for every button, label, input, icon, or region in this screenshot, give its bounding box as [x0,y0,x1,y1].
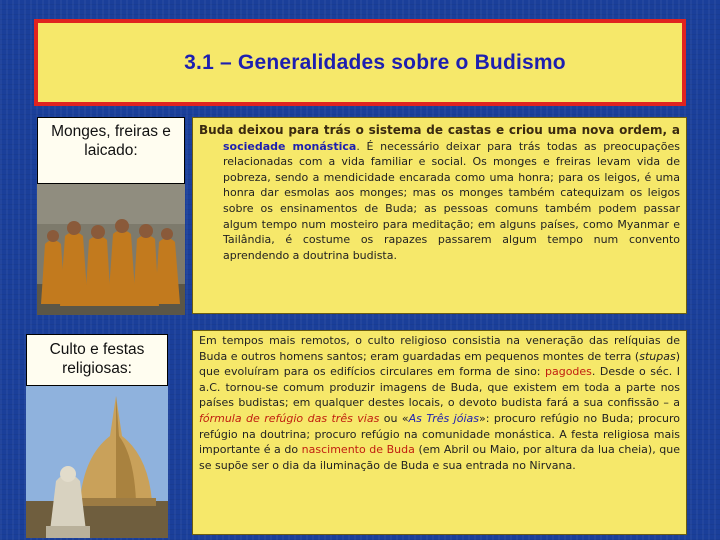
monks-photo [37,184,185,315]
intro-text: Buda deixou para trás o sistema de castas e criou uma nova ordem [199,123,663,137]
birth-of-buddha-term: nascimento de Buda [301,443,415,457]
pagoda-image [26,386,168,538]
three-jewels-term: As Três jóias [408,411,479,425]
comma-text: , a [662,123,680,137]
worship-text-6: (em Abril ou Maio, por altura da lua cheia), que se supõe ser o dia da iluminação de Buda e sua entrada no Nirvana. [199,443,680,472]
slide-title: 3.1 – Generalidades sobre o Budismo [184,50,566,74]
worship-text-3: . Desde o séc. I a.C. tornou-se comum produzir imagens de Buda, que existem em toda a parte nos países budistas; em qualquer destes locais, o devoto budista fará a sua confissão – a [199,365,680,410]
worship-text-2: ) que evoluíram para os edifícios circulares em forma de sino: [199,349,680,379]
label-monks: Monges, freiras e laicado: [37,117,185,184]
monks-body-text: . É necessário deixar para trás todas as preocupações relacionadas com a vida familiar e social. Os monges e freiras levam vida de pobreza, sendo a mendicidade encarada como uma honra; para os leigos, é uma honra dar esmolas aos monges; mas os monges também catequizam os leigos sobre os ensinamentos de Buda; as pessoas comuns também podem passar algum tempo num mosteiro para meditação; em alguns países, como Myanmar e Tailândia, é costume os rapazes passarem algum tempo num convento aprendendo a doutrina budista. [223,139,681,262]
text-box-worship [192,330,687,535]
monastic-society-highlight: sociedade monástica [223,139,357,153]
worship-text-5: »: procuro refúgio no Buda; procuro refúgio na doutrina; procuro refúgio na comunidade monástica. A festa religiosa mais importante é a do [199,411,680,457]
worship-text-4: ou « [379,411,409,425]
paragraph-worship [199,333,680,473]
label-worship: Culto e festas religiosas: [26,334,168,386]
pagodes-term: pagodes [544,365,592,379]
stupas-term: stupas [639,349,676,363]
pagoda-photo [26,386,168,538]
slide-title-box [34,19,686,106]
paragraph-monks [199,123,680,263]
text-box-monks [192,117,687,314]
refuge-formula-term: fórmula de refúgio das três vias [199,411,380,425]
worship-text-1: Em tempos mais remotos, o culto religioso consistia na veneração das relíquias de Buda e outros homens santos; eram guardadas em pequenos montes de terra ( [199,334,680,363]
monks-image [37,184,185,315]
